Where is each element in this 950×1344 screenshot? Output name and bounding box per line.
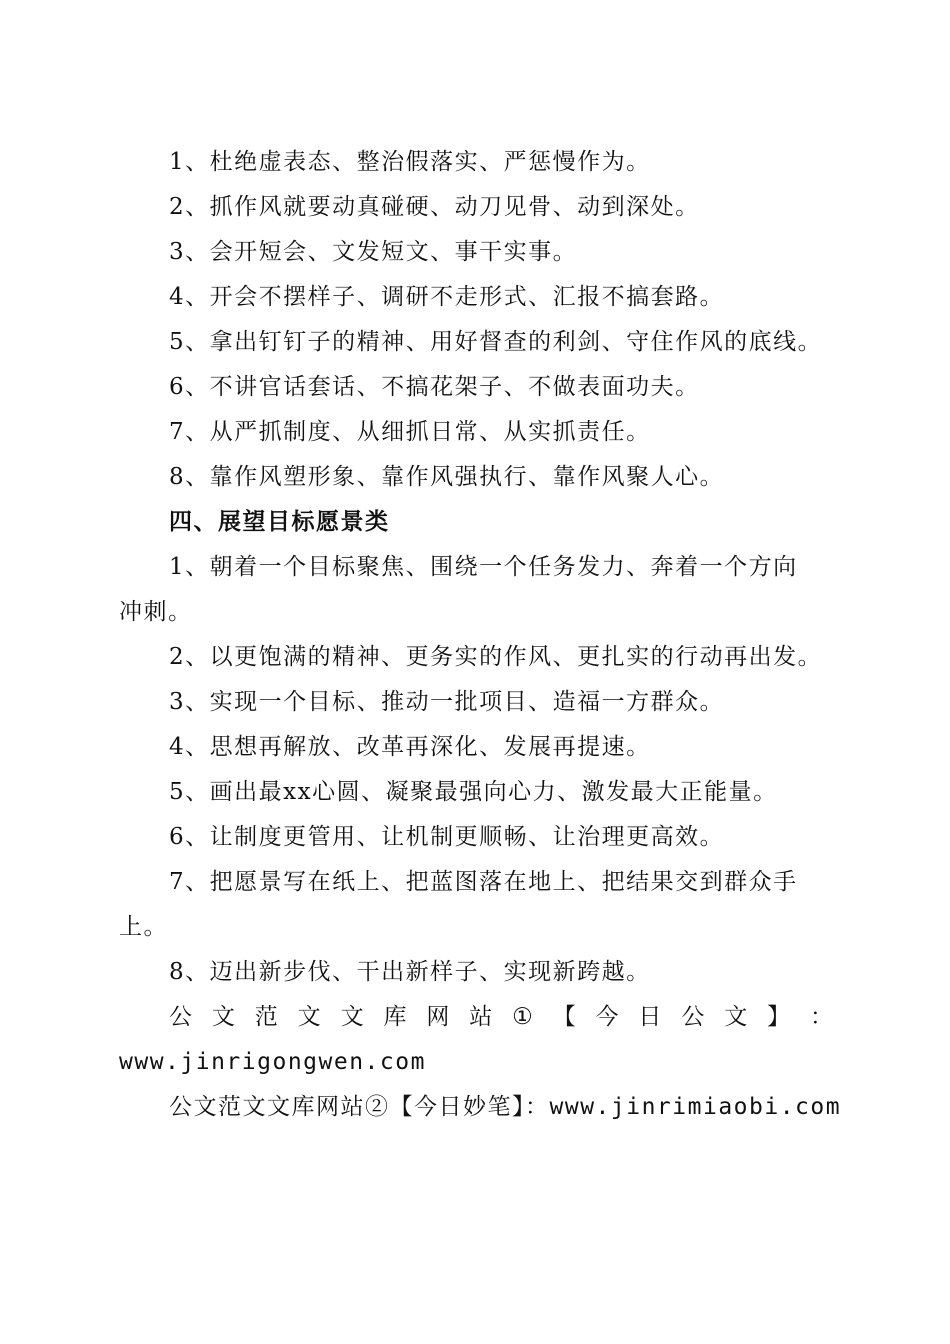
footer-char: 文 — [297, 1004, 321, 1030]
list-item — [119, 545, 833, 635]
list-item-line: 7、把愿景写在纸上、把蓝图落在地上、把结果交到群众手 — [169, 869, 798, 895]
document-body — [119, 140, 842, 1130]
footer-site2-label: 公文范文文库网站②【今日妙笔】： — [169, 1094, 550, 1120]
footer-char: 库 — [383, 1004, 407, 1030]
list-item: 3、实现一个目标、推动一批项目、造福一方群众。 — [169, 689, 725, 715]
list-item: 6、不讲官话套话、不搞花架子、不做表面功夫。 — [169, 374, 700, 400]
footer-char: 文 — [724, 1004, 748, 1030]
footer-char: 文 — [340, 1004, 364, 1030]
footer-site1-url[interactable]: www.jinrigongwen.com — [119, 1049, 426, 1075]
list-item: 3、会开短会、文发短文、事干实事。 — [169, 239, 578, 265]
footer-char: ① — [512, 1004, 533, 1030]
footer-char: 网 — [426, 1004, 450, 1030]
footer-char: 日 — [638, 1004, 662, 1030]
list-item-line: 冲刺。 — [119, 599, 193, 625]
list-item: 4、思想再解放、改革再深化、发展再提速。 — [169, 734, 651, 760]
list-item: 5、画出最xx心圆、凝聚最强向心力、激发最大正能量。 — [169, 779, 778, 805]
list-item: 5、拿出钉钉子的精神、用好督查的利剑、守住作风的底线。 — [169, 329, 823, 355]
list-item: 2、以更饱满的精神、更务实的作风、更扎实的行动再出发。 — [169, 644, 823, 670]
list-item: 1、杜绝虚表态、整治假落实、严惩慢作为。 — [169, 149, 651, 175]
section-heading: 四、展望目标愿景类 — [169, 509, 390, 535]
list-item: 6、让制度更管用、让机制更顺畅、让治理更高效。 — [169, 824, 725, 850]
footer-char: 文 — [211, 1004, 235, 1030]
list-item-line: 上。 — [119, 914, 168, 940]
list-item — [119, 860, 833, 950]
footer-site1-title — [119, 995, 833, 1040]
list-item: 8、靠作风塑形象、靠作风强执行、靠作风聚人心。 — [169, 464, 725, 490]
footer-char: 】 — [767, 1004, 791, 1030]
list-item: 8、迈出新步伐、干出新样子、实现新跨越。 — [169, 959, 651, 985]
footer-char: 【 — [552, 1004, 576, 1030]
list-item: 2、抓作风就要动真碰硬、动刀见骨、动到深处。 — [169, 194, 700, 220]
footer-char: ： — [809, 1004, 833, 1030]
footer-site2 — [119, 1085, 842, 1130]
footer-site2-url[interactable]: www.jinrimiaobi.com — [549, 1094, 842, 1120]
list-item: 4、开会不摆样子、调研不走形式、汇报不搞套路。 — [169, 284, 725, 310]
footer-char: 公 — [169, 1004, 192, 1030]
footer-char: 范 — [254, 1004, 278, 1030]
footer-char: 站 — [469, 1004, 493, 1030]
list-item: 7、从严抓制度、从细抓日常、从实抓责任。 — [169, 419, 651, 445]
footer-char: 今 — [595, 1004, 619, 1030]
list-item-line: 1、朝着一个目标聚焦、围绕一个任务发力、奔着一个方向 — [169, 554, 798, 580]
footer-char: 公 — [681, 1004, 705, 1030]
